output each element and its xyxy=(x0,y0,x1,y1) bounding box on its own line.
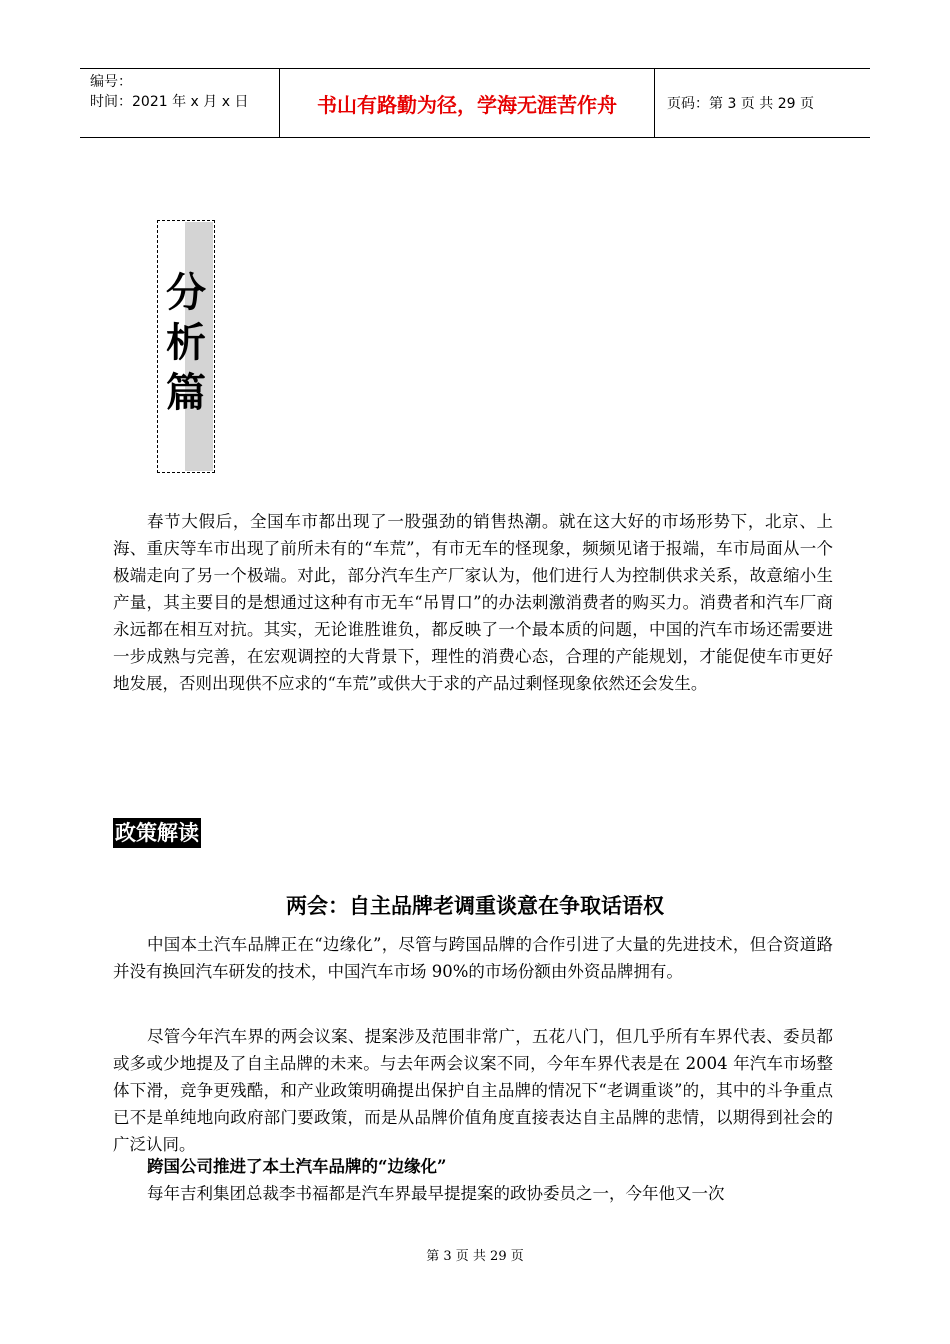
time-label: 时间：2021 年 x 月 x 日 xyxy=(90,94,249,110)
page-header xyxy=(80,68,870,138)
page-footer: 第 3 页 共 29 页 xyxy=(426,1249,524,1264)
banner-char-3: 篇 xyxy=(166,369,206,416)
banner-title xyxy=(157,268,215,418)
section-heading: 政策解读 xyxy=(113,818,201,848)
paragraph-4: 每年吉利集团总裁李书福都是汽车界最早提提案的政协委员之一，今年他又一次 xyxy=(147,1184,725,1203)
subheading: 跨国公司推进了本土汽车品牌的“边缘化” xyxy=(147,1157,447,1176)
header-meta-cell xyxy=(80,69,280,137)
banner-char-2: 析 xyxy=(166,319,206,366)
banner-char-1: 分 xyxy=(166,269,206,316)
paragraph-2: 中国本土汽车品牌正在“边缘化”，尽管与跨国品牌的合作引进了大量的先进技术，但合资道路并没有换回汽车研发的技术，中国汽车市场 90%的市场份额由外资品牌拥有。 xyxy=(113,935,833,981)
header-motto: 书山有路勤为径，学海无涯苦作舟 xyxy=(280,69,655,137)
number-label: 编号： xyxy=(90,74,132,90)
analysis-banner xyxy=(157,220,215,473)
header-page-code: 页码：第 3 页 共 29 页 xyxy=(667,96,814,112)
article-title: 两会：自主品牌老调重谈意在争取话语权 xyxy=(286,894,664,918)
paragraph-3: 尽管今年汽车界的两会议案、提案涉及范围非常广，五花八门，但几乎所有车界代表、委员都或多或少地提及了自主品牌的未来。与去年两会议案不同，今年车界代表是在 2004 年汽车市场整体下滑，竞争更残酷，和产业政策明确提出保护自主品牌的情况下“老调重谈”的，其中的斗争重点已不是单纯地向政府部门要政策，而是从品牌价值角度直接表达自主品牌的悲情，以期得到社会的广泛认同。 xyxy=(113,1027,833,1154)
intro-paragraph: 春节大假后，全国车市都出现了一股强劲的销售热潮。就在这大好的市场形势下，北京、上海、重庆等车市出现了前所未有的“车荒”，有市无车的怪现象，频频见诸于报端，车市局面从一个极端走向了另一个极端。对此，部分汽车生产厂家认为，他们进行人为控制供求关系，故意缩小生产量，其主要目的是想通过这种有市无车“吊胃口”的办法刺激消费者的购买力。消费者和汽车厂商永远都在相互对抗。其实，无论谁胜谁负，都反映了一个最本质的问题，中国的汽车市场还需要进一步成熟与完善，在宏观调控的大背景下，理性的消费心态，合理的产能规划，才能促使车市更好地发展，否则出现供不应求的“车荒”或供大于求的产品过剩怪现象依然还会发生。 xyxy=(113,512,833,693)
